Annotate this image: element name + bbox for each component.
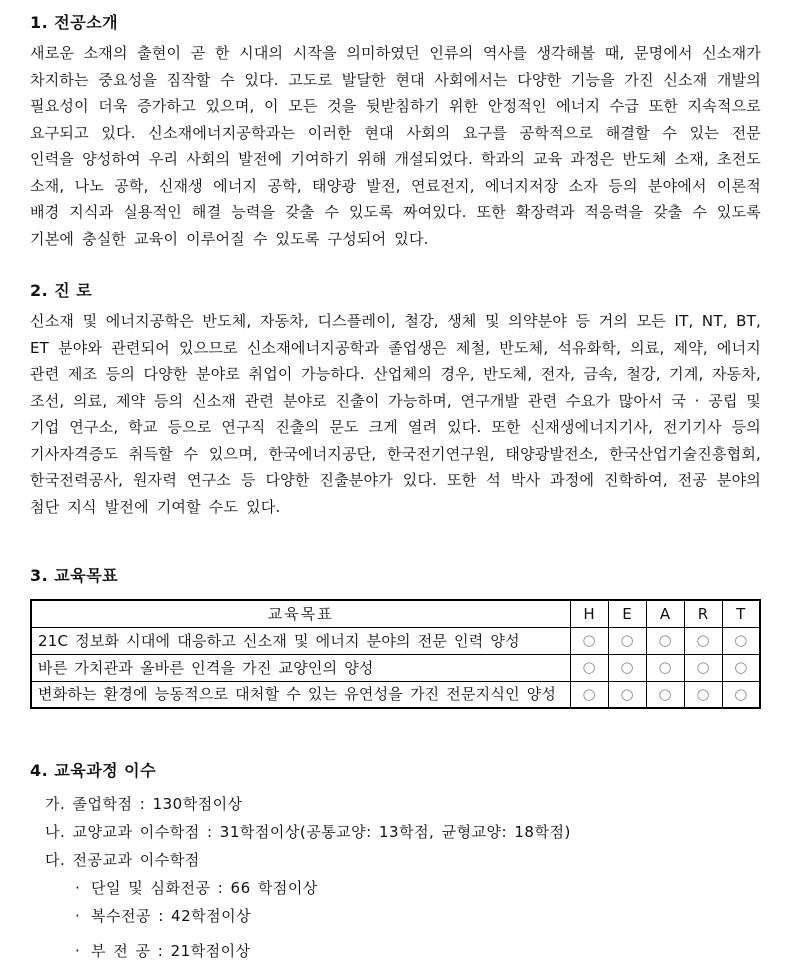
educational-goals-table <box>30 599 761 709</box>
circle-mark: ○ <box>722 654 760 681</box>
circle-mark: ○ <box>684 654 722 681</box>
sub-item-label: 단일 및 심화전공 : 66 학점이상 <box>91 879 318 897</box>
goal-text: 변화하는 환경에 능동적으로 대처할 수 있는 유연성을 가진 전문지식인 양성 <box>31 681 570 708</box>
circle-mark: ○ <box>722 627 760 654</box>
section-heading-educational-goals: 3. 교육목표 <box>30 566 119 585</box>
circle-mark: ○ <box>722 681 760 708</box>
circle-mark: ○ <box>684 681 722 708</box>
goals-table-row <box>31 627 760 654</box>
goals-table-header-row <box>31 600 760 627</box>
circle-mark: ○ <box>570 654 608 681</box>
bullet-icon: · <box>75 879 81 897</box>
sub-item-minor <box>30 937 761 965</box>
list-item-liberal-arts-credits: 나. 교양교과 이수학점 : 31학점이상(공통교양: 13학점, 균형교양: 18학점) <box>45 823 571 841</box>
career-paragraph: 신소재 및 에너지공학은 반도체, 자동차, 디스플레이, 철강, 생체 및 의약분야 등 거의 모든 IT, NT, BT, ET 분야와 관련되어 있으므로 신소재에너지공학과 졸업생은 제철, 반도체, 석유화학, 의료, 제약, 에너지 관련 제조 등의 다양한 분야로 취업이 가능하다. 산업체의 경우, 반도체, 전자, 금속, 철강, 기계, 자동차, 조선, 의료, 제약 등의 신소재 관련 분야로 진출이 가능하며, 연구개발 관련 수요가 많아서 국 · 공립 및 기업 연구소, 학교 등으로 연구직 진출의 문도 크게 열려 있다. 또한 신재생에너지기사, 전기기사 등의 기사자격증도 취득할 수 있으며, 한국에너지공단, 한국전기연구원, 태양광발전소, 한국산업기술진흥협회, 한국전력공사, 원자력 연구소 등 다양한 진출분야가 있다. 또한 석 박사 과정에 진학하여, 전공 분야의 첨단 지식 발전에 기여할 수도 있다. <box>30 312 761 516</box>
sub-item-double-major <box>30 902 761 930</box>
goals-table-row <box>31 654 760 681</box>
bullet-icon: · <box>75 907 81 925</box>
list-item-graduation-credits: 가. 졸업학점 : 130학점이상 <box>45 795 243 813</box>
goal-text: 바른 가치관과 올바른 인격을 가진 교양인의 양성 <box>31 654 570 681</box>
circle-mark: ○ <box>646 627 684 654</box>
section-heading-curriculum-completion: 4. 교육과정 이수 <box>30 761 157 780</box>
column-header-e: E <box>608 600 646 627</box>
circle-mark: ○ <box>608 681 646 708</box>
section-heading-major-intro: 1. 전공소개 <box>30 13 119 32</box>
goal-text: 21C 정보화 시대에 대응하고 신소재 및 에너지 분야의 전문 인력 양성 <box>31 627 570 654</box>
section-heading-career: 2. 진 로 <box>30 281 93 300</box>
sub-item-label: 복수전공 : 42학점이상 <box>91 907 252 925</box>
bullet-icon: · <box>75 942 81 960</box>
major-intro-paragraph: 새로운 소재의 출현이 곧 한 시대의 시작을 의미하였던 인류의 역사를 생각해볼 때, 문명에서 신소재가 차지하는 중요성을 짐작할 수 있다. 고도로 발달한 현대 사회에서는 다양한 기능을 가진 신소재 개발의 필요성이 더욱 증가하고 있으며, 이 모든 것을 뒷받침하기 위한 안정적인 에너지 수급 또한 지속적으로 요구되고 있다. 신소재에너지공학과는 이러한 현대 사회의 요구를 공학적으로 해결할 수 있는 전문 인력을 양성하여 우리 사회의 발전에 기여하기 위해 개설되었다. 학과의 교육 과정은 반도체 소재, 초전도 소재, 나노 공학, 신재생 에너지 공학, 태양광 발전, 연료전지, 에너지저장 소자 등의 분야에서 이론적 배경 지식과 실용적인 해결 능력을 갖출 수 있도록 짜여있다. 또한 확장력과 적응력을 갖출 수 있도록 기본에 충실한 교육이 이루어질 수 있도록 구성되어 있다. <box>30 44 761 248</box>
circle-mark: ○ <box>684 627 722 654</box>
sub-item-label: 부 전 공 : 21학점이상 <box>91 942 251 960</box>
circle-mark: ○ <box>646 681 684 708</box>
goals-table-row <box>31 681 760 708</box>
circle-mark: ○ <box>570 627 608 654</box>
sub-item-single-intensive-major <box>30 874 761 902</box>
column-header-a: A <box>646 600 684 627</box>
circle-mark: ○ <box>608 654 646 681</box>
column-header-t: T <box>722 600 760 627</box>
goals-column-header: 교육목표 <box>31 600 570 627</box>
list-item-major-credits: 다. 전공교과 이수학점 <box>45 851 200 869</box>
column-header-r: R <box>684 600 722 627</box>
circle-mark: ○ <box>646 654 684 681</box>
curriculum-completion-list <box>30 790 761 965</box>
column-header-h: H <box>570 600 608 627</box>
circle-mark: ○ <box>570 681 608 708</box>
circle-mark: ○ <box>608 627 646 654</box>
